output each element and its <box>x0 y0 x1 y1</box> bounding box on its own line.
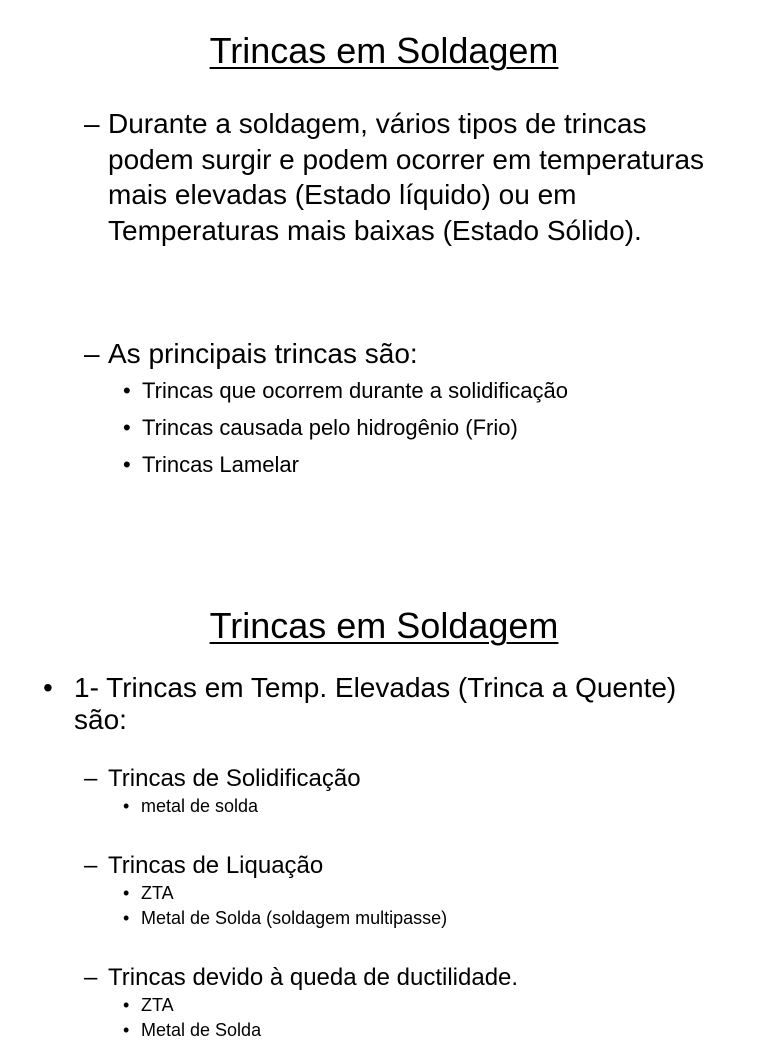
list-item-text: ZTA <box>141 883 174 903</box>
solidification-cracks <box>84 764 724 794</box>
list-item <box>123 994 723 1016</box>
dash-marker: – <box>84 964 98 991</box>
list-item-text: Trincas causada pelo hidrogênio (Frio) <box>142 415 518 440</box>
group-label: Trincas de Liquação <box>108 852 324 879</box>
list-item-text: Trincas que ocorrem durante a solidificação <box>142 378 568 403</box>
list-item-text: ZTA <box>141 995 174 1015</box>
group-label: Trincas de Solidificação <box>108 765 361 792</box>
bullet-marker: • <box>123 796 130 816</box>
bullet-marker: • <box>123 908 130 928</box>
dash-marker: – <box>84 108 100 139</box>
list-item-text: Metal de Solda <box>141 1020 262 1040</box>
dash-marker: – <box>84 765 98 792</box>
bullet-marker: • <box>123 378 131 403</box>
list-item <box>123 1019 723 1041</box>
intro-text: Durante a soldagem, vários tipos de trincas podem surgir e podem ocorrer em temperaturas mais elevadas (Estado líquido) ou em Temperaturas mais baixas (Estado Sólido). <box>108 108 705 246</box>
list-item <box>123 907 723 929</box>
list-item <box>123 882 723 904</box>
slide-1-title: Trincas em Soldagem <box>209 30 559 71</box>
bullet-marker: • <box>123 1020 130 1040</box>
list-item-text: Trincas Lamelar <box>142 452 299 477</box>
bullet-marker: • <box>43 672 53 703</box>
bullet-marker: • <box>123 415 131 440</box>
dash-marker: – <box>84 852 98 879</box>
liquation-cracks <box>84 851 724 881</box>
group-label: Trincas devido à queda de ductilidade. <box>108 964 519 991</box>
bullet-marker: • <box>123 995 130 1015</box>
ductility-dip-cracks <box>84 963 724 993</box>
slide-2-title: Trincas em Soldagem <box>209 605 559 646</box>
list-item <box>123 795 723 817</box>
bullet-marker: • <box>123 883 130 903</box>
dash-marker: – <box>84 338 100 369</box>
principal-cracks-text: As principais trincas são: <box>108 338 418 369</box>
list-item-text: Metal de Solda (soldagem multipasse) <box>141 908 448 928</box>
list-item-text: metal de solda <box>141 796 259 816</box>
bullet-marker: • <box>123 452 131 477</box>
hot-cracks-text: 1- Trincas em Temp. Elevadas (Trinca a Quente) são: <box>74 672 677 735</box>
hot-cracks-bullet <box>43 672 733 736</box>
